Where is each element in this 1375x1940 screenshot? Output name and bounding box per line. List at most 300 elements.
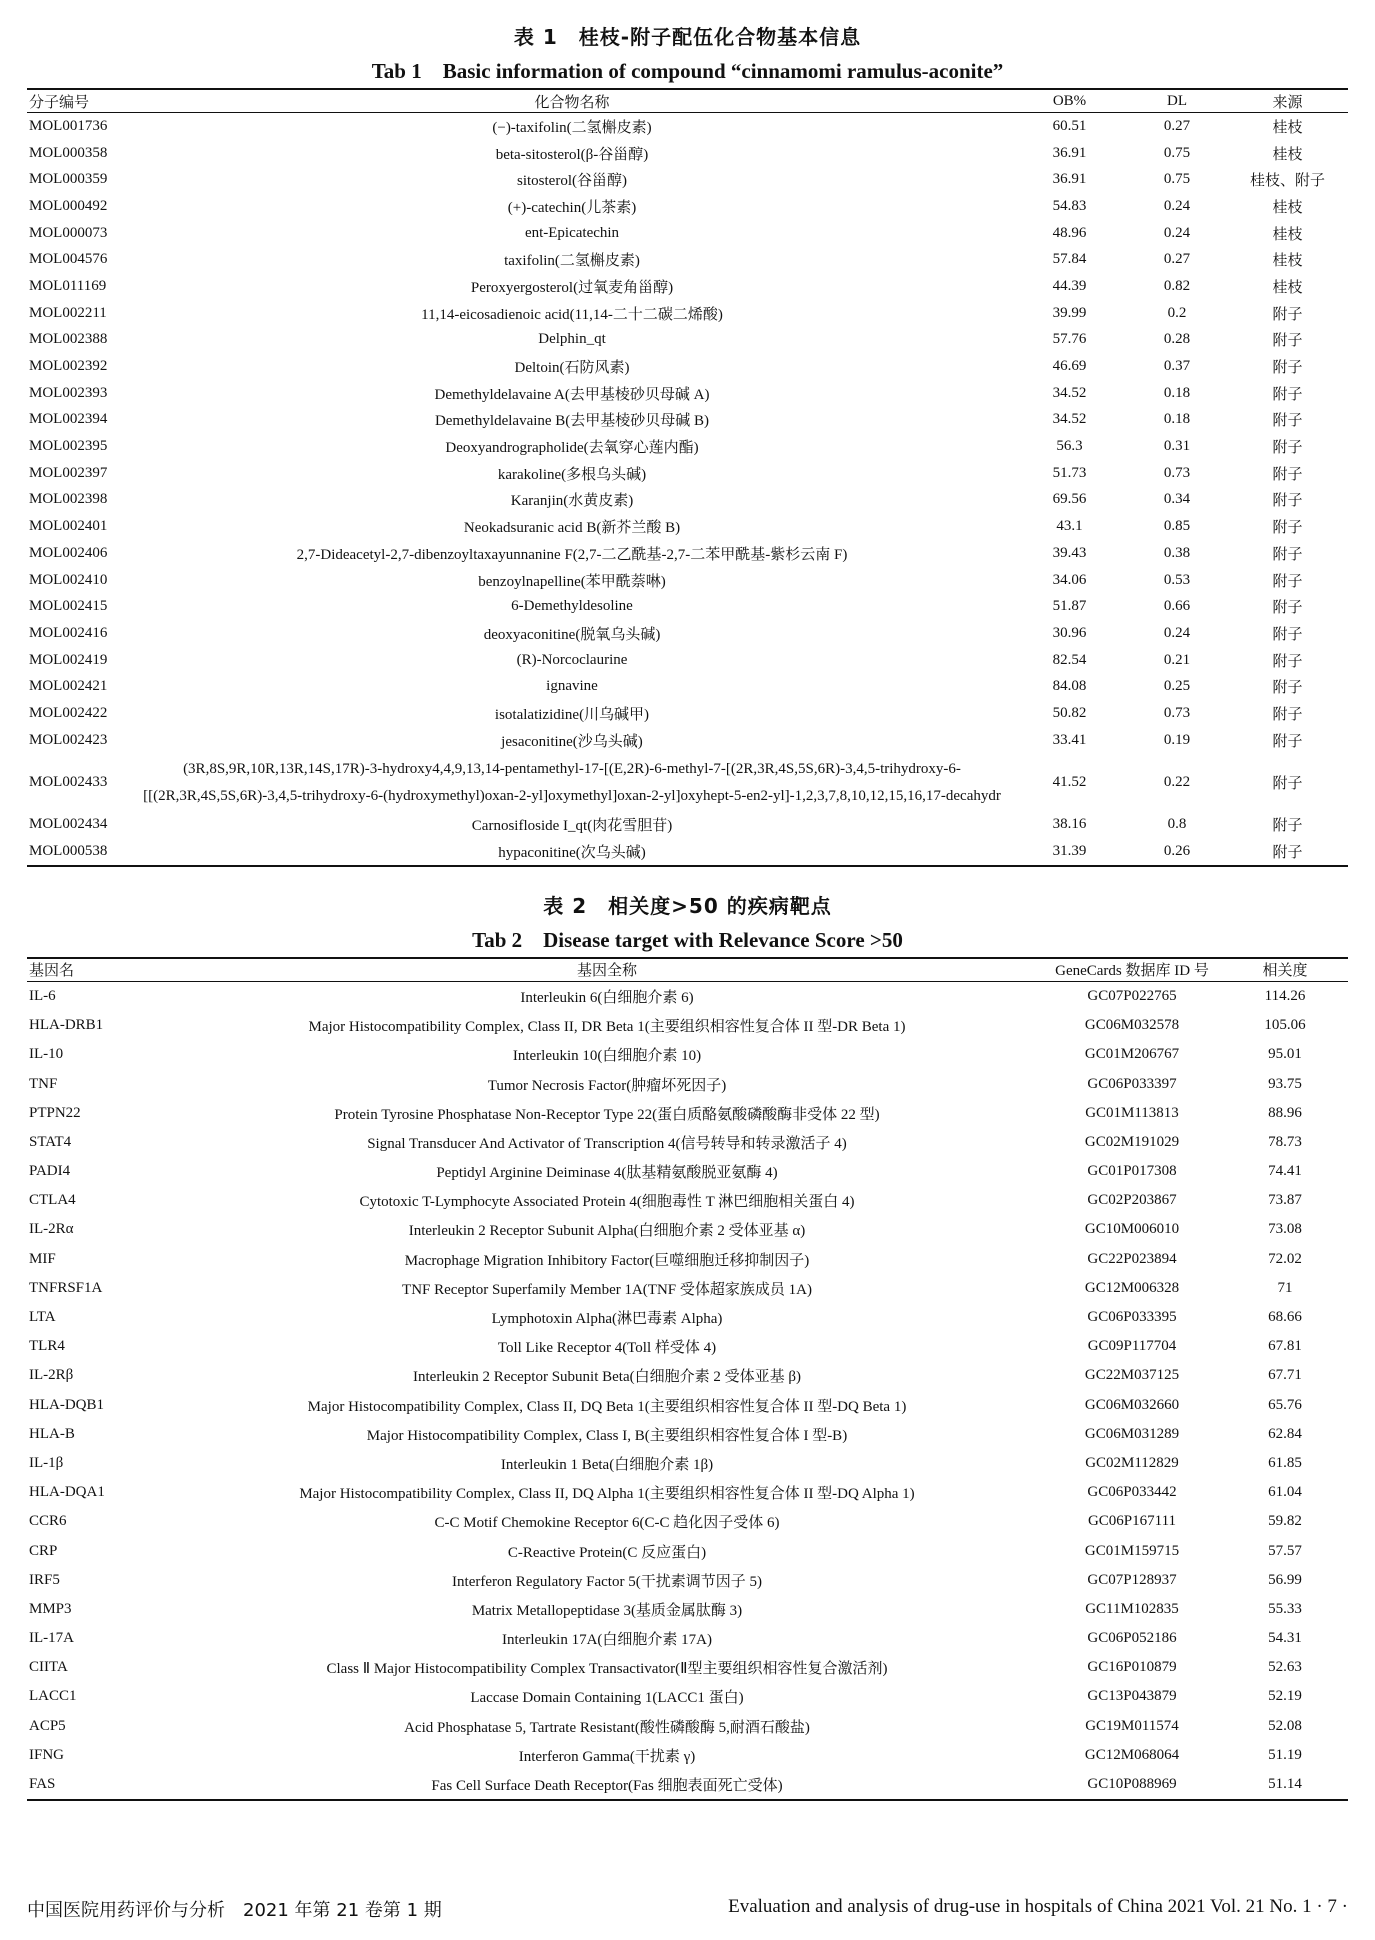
genecards-id-cell: GC22M037125 [1084, 1367, 1180, 1384]
gene-fullname-cell: Tumor Necrosis Factor(肿瘤坏死因子) [487, 1077, 727, 1094]
ob-cell: 36.91 [1052, 144, 1087, 161]
genecards-id-cell: GC01M159715 [1084, 1542, 1180, 1559]
gene-name-cell: IL-17A [29, 1630, 74, 1647]
source-cell: 附子 [1272, 386, 1303, 403]
compound-name-cell: 2,7-Dideacetyl-2,7-dibenzoyltaxayunnanine F(2,7-二乙酰基-2,7-二苯甲酰基-紫杉云南 F) [296, 546, 848, 563]
compound-name-cell: Carnosifloside I_qt(肉花雪胆苷) [471, 818, 673, 835]
table-row [27, 1274, 1348, 1303]
gene-name-cell: HLA-B [29, 1425, 75, 1442]
gene-fullname-cell: Major Histocompatibility Complex, Class II, DQ Alpha 1(主要组织相容性复合体 II 型-DQ Alpha 1) [299, 1486, 915, 1503]
molecule-id-cell: MOL000359 [29, 171, 108, 188]
table-row [27, 327, 1348, 354]
table-row [27, 1507, 1348, 1536]
table-row [27, 1157, 1348, 1186]
table-row [27, 1099, 1348, 1128]
target-table [27, 957, 1348, 1801]
ob-cell: 60.51 [1052, 117, 1087, 134]
molecule-id-cell: MOL002392 [29, 358, 108, 375]
table-header-row [27, 958, 1348, 982]
molecule-id-cell: MOL002397 [29, 464, 108, 481]
column-header: OB% [1012, 89, 1127, 113]
gene-fullname-cell: Interleukin 6(白细胞介素 6) [520, 989, 694, 1006]
dl-cell: 0.22 [1163, 774, 1191, 790]
dl-cell: 0.85 [1163, 518, 1191, 535]
molecule-id-cell: MOL000538 [29, 843, 108, 860]
genecards-id-cell: GC09P117704 [1087, 1338, 1177, 1355]
compound-name-cell: taxifolin(二氢槲皮素) [504, 253, 640, 270]
genecards-id-cell: GC07P022765 [1087, 987, 1177, 1004]
ob-cell: 38.16 [1052, 816, 1087, 833]
gene-name-cell: IL-2Rα [29, 1221, 74, 1238]
molecule-id-cell: MOL002406 [29, 544, 108, 561]
genecards-id-cell: GC02P203867 [1087, 1192, 1177, 1209]
table-row [27, 1566, 1348, 1595]
gene-fullname-cell: Class Ⅱ Major Histocompatibility Complex Transactivator(Ⅱ型主要组织相容性复合激活剂) [326, 1661, 888, 1678]
ob-cell: 57.84 [1052, 251, 1087, 268]
ob-cell: 36.91 [1052, 171, 1087, 188]
molecule-id-cell: MOL002419 [29, 651, 108, 668]
compound-name-cell: (3R,8S,9R,10R,13R,14S,17R)-3-hydroxy4,4,9,13,14-pentamethyl-17-[(E,2R)-6-methyl-7-[(2R,3R,4S,5S,6R)-3,4,5-trihydroxy-6-[[(2R,3R,4S,5S,6R)-3,4,5-trihydroxy-6-(hydroxymethyl)oxan-2-yl]oxymethyl]oxan-2-yl]oxyhept-5-en2-yl]-1,2,3,7,8,10,12,15,16,17-decahydr [143, 760, 1001, 804]
table-row [27, 300, 1348, 327]
compound-name-cell: hypaconitine(次乌头碱) [498, 845, 646, 862]
molecule-id-cell: MOL011169 [29, 277, 107, 294]
gene-name-cell: IL-10 [29, 1046, 64, 1063]
table-row [27, 1011, 1348, 1040]
ob-cell: 51.73 [1052, 464, 1087, 481]
page-content [27, 20, 1348, 1801]
gene-fullname-cell: Interleukin 17A(白细胞介素 17A) [502, 1632, 712, 1649]
column-header: 基因名 [27, 958, 172, 982]
genecards-id-cell: GC06P167111 [1087, 1513, 1177, 1530]
dl-cell: 0.75 [1163, 144, 1191, 161]
molecule-id-cell: MOL002398 [29, 491, 108, 508]
ob-cell: 50.82 [1052, 704, 1087, 721]
gene-name-cell: PADI4 [29, 1163, 71, 1180]
table-row [27, 113, 1348, 140]
compound-name-cell: Demethyldelavaine A(去甲基棱砂贝母碱 A) [434, 386, 710, 403]
table-row [27, 140, 1348, 167]
gene-fullname-cell: Laccase Domain Containing 1(LACC1 蛋白) [470, 1690, 744, 1707]
dl-cell: 0.34 [1163, 491, 1191, 508]
genecards-id-cell: GC16P010879 [1087, 1659, 1177, 1676]
table1-caption-en: Tab 1 Basic information of compound “cinnamomi ramulus-aconite” [371, 59, 1004, 83]
molecule-id-cell: MOL002395 [29, 438, 108, 455]
table-row [27, 1332, 1348, 1361]
gene-fullname-cell: Lymphotoxin Alpha(淋巴毒素 Alpha) [491, 1311, 723, 1328]
gene-fullname-cell: Toll Like Receptor 4(Toll 样受体 4) [497, 1340, 717, 1357]
dl-cell: 0.53 [1163, 571, 1191, 588]
genecards-id-cell: GC06P033442 [1087, 1484, 1177, 1501]
ob-cell: 54.83 [1052, 197, 1087, 214]
molecule-id-cell: MOL002433 [29, 774, 108, 790]
compound-name-cell: 11,14-eicosadienoic acid(11,14-二十二碳二烯酸) [421, 306, 723, 323]
table-row [27, 567, 1348, 594]
molecule-id-cell: MOL002434 [29, 816, 108, 833]
relevance-cell: 67.81 [1268, 1338, 1302, 1355]
dl-cell: 0.27 [1163, 251, 1191, 268]
relevance-cell: 52.63 [1268, 1659, 1302, 1676]
ob-cell: 33.41 [1052, 731, 1087, 748]
relevance-cell: 51.19 [1268, 1746, 1302, 1763]
compound-name-cell: (−)-taxifolin(二氢槲皮素) [492, 119, 652, 136]
table-row [27, 220, 1348, 247]
dl-cell: 0.21 [1163, 651, 1191, 668]
ob-cell: 39.43 [1052, 544, 1087, 561]
table-row [27, 593, 1348, 620]
column-header: 分子编号 [27, 89, 132, 113]
molecule-id-cell: MOL002393 [29, 384, 108, 401]
table-row [27, 1420, 1348, 1449]
table-row [27, 1624, 1348, 1653]
table-row [27, 1682, 1348, 1711]
relevance-cell: 73.87 [1268, 1192, 1302, 1209]
table-row [27, 1712, 1348, 1741]
source-cell: 附子 [1272, 546, 1303, 563]
table-row [27, 1653, 1348, 1682]
gene-name-cell: CRP [29, 1542, 58, 1559]
source-cell: 附子 [1272, 626, 1303, 643]
relevance-cell: 55.33 [1268, 1600, 1302, 1617]
relevance-cell: 61.04 [1268, 1484, 1302, 1501]
relevance-cell: 51.14 [1268, 1776, 1302, 1793]
gene-fullname-cell: Major Histocompatibility Complex, Class II, DR Beta 1(主要组织相容性复合体 II 型-DR Beta 1) [308, 1019, 906, 1036]
ob-cell: 34.06 [1052, 571, 1087, 588]
relevance-cell: 52.19 [1268, 1688, 1302, 1705]
gene-name-cell: TNFRSF1A [29, 1279, 103, 1296]
source-cell: 附子 [1272, 413, 1303, 430]
gene-fullname-cell: Interleukin 10(白细胞介素 10) [512, 1048, 702, 1065]
molecule-id-cell: MOL002421 [29, 678, 108, 695]
table-row [27, 1391, 1348, 1420]
compound-name-cell: ignavine [546, 678, 598, 695]
gene-fullname-cell: TNF Receptor Superfamily Member 1A(TNF 受体超家族成员 1A) [402, 1281, 812, 1298]
gene-name-cell: LTA [29, 1309, 56, 1326]
molecule-id-cell: MOL002401 [29, 518, 108, 535]
ob-cell: 56.3 [1056, 438, 1083, 455]
table-row [27, 166, 1348, 193]
genecards-id-cell: GC10P088969 [1087, 1776, 1177, 1793]
compound-name-cell: Delphin_qt [538, 331, 606, 348]
gene-fullname-cell: Interleukin 2 Receptor Subunit Beta(白细胞介素 2 受体亚基 β) [413, 1369, 801, 1386]
source-cell: 附子 [1272, 600, 1303, 617]
dl-cell: 0.31 [1163, 438, 1191, 455]
dl-cell: 0.18 [1163, 411, 1191, 428]
ob-cell: 39.99 [1052, 304, 1087, 321]
table2-caption-zh: 表 2 相关度>50 的疾病靶点 [543, 893, 832, 918]
compound-name-cell: Deoxyandrographolide(去氧穿心莲内酯) [445, 440, 699, 457]
table-row [27, 1128, 1348, 1157]
gene-name-cell: STAT4 [29, 1133, 72, 1150]
column-header: DL [1127, 89, 1227, 113]
table-row [27, 1245, 1348, 1274]
source-cell: 附子 [1272, 706, 1303, 723]
molecule-id-cell: MOL002416 [29, 624, 108, 641]
ob-cell: 34.52 [1052, 411, 1087, 428]
dl-cell: 0.27 [1163, 117, 1191, 134]
molecule-id-cell: MOL002394 [29, 411, 108, 428]
table-row [27, 1478, 1348, 1507]
source-cell: 附子 [1272, 733, 1303, 750]
footer-journal-zh: 中国医院用药评价与分析 2021 年第 21 卷第 1 期 [27, 1900, 442, 1921]
source-cell: 附子 [1272, 520, 1303, 537]
gene-name-cell: HLA-DRB1 [29, 1017, 104, 1034]
table-row [27, 727, 1348, 754]
source-cell: 附子 [1272, 573, 1303, 590]
table-row [27, 487, 1348, 514]
gene-fullname-cell: Fas Cell Surface Death Receptor(Fas 细胞表面死亡受体) [431, 1778, 783, 1795]
dl-cell: 0.75 [1163, 171, 1191, 188]
gene-fullname-cell: Acid Phosphatase 5, Tartrate Resistant(酸性磷酸酶 5,耐酒石酸盐) [404, 1719, 810, 1736]
relevance-cell: 105.06 [1264, 1017, 1306, 1034]
gene-fullname-cell: Protein Tyrosine Phosphatase Non-Receptor Type 22(蛋白质酪氨酸磷酸酶非受体 22 型) [334, 1106, 880, 1123]
gene-name-cell: CCR6 [29, 1513, 67, 1530]
source-cell: 附子 [1272, 845, 1303, 862]
genecards-id-cell: GC22P023894 [1087, 1250, 1177, 1267]
compound-name-cell: Karanjin(水黄皮素) [510, 493, 634, 510]
table-row [27, 433, 1348, 460]
relevance-cell: 95.01 [1268, 1046, 1302, 1063]
relevance-cell: 88.96 [1268, 1104, 1302, 1121]
gene-fullname-cell: C-C Motif Chemokine Receptor 6(C-C 趋化因子受体 6) [434, 1515, 780, 1532]
dl-cell: 0.38 [1163, 544, 1191, 561]
gene-name-cell: LACC1 [29, 1688, 77, 1705]
relevance-cell: 73.08 [1268, 1221, 1302, 1238]
dl-cell: 0.24 [1163, 624, 1191, 641]
source-cell: 附子 [1272, 680, 1303, 697]
ob-cell: 46.69 [1052, 358, 1087, 375]
source-cell: 桂枝 [1272, 146, 1303, 163]
compound-table-body [27, 113, 1348, 866]
gene-fullname-cell: Cytotoxic T-Lymphocyte Associated Protein 4(细胞毒性 T 淋巴细胞相关蛋白 4) [359, 1194, 855, 1211]
column-header: 化合物名称 [132, 89, 1012, 113]
molecule-id-cell: MOL000358 [29, 144, 108, 161]
column-header: 来源 [1227, 89, 1348, 113]
molecule-id-cell: MOL001736 [29, 117, 108, 134]
molecule-id-cell: MOL002415 [29, 598, 108, 615]
relevance-cell: 54.31 [1268, 1630, 1302, 1647]
gene-fullname-cell: Signal Transducer And Activator of Transcription 4(信号转导和转录激活子 4) [367, 1135, 847, 1152]
genecards-id-cell: GC06P033395 [1087, 1309, 1177, 1326]
source-cell: 附子 [1272, 306, 1303, 323]
table-row [27, 1361, 1348, 1390]
relevance-cell: 57.57 [1268, 1542, 1302, 1559]
gene-name-cell: TLR4 [29, 1338, 65, 1355]
dl-cell: 0.24 [1163, 197, 1191, 214]
ob-cell: 31.39 [1052, 843, 1087, 860]
gene-fullname-cell: Interferon Regulatory Factor 5(干扰素调节因子 5) [452, 1573, 762, 1590]
table-row [27, 620, 1348, 647]
ob-cell: 34.52 [1052, 384, 1087, 401]
table-row [27, 460, 1348, 487]
table-row [27, 246, 1348, 273]
table-row [27, 1186, 1348, 1215]
relevance-cell: 72.02 [1268, 1250, 1302, 1267]
genecards-id-cell: GC02M112829 [1085, 1454, 1179, 1471]
genecards-id-cell: GC06P052186 [1087, 1630, 1177, 1647]
table-row [27, 1770, 1348, 1800]
source-cell: 附子 [1272, 493, 1303, 510]
table-header-row [27, 89, 1348, 113]
genecards-id-cell: GC10M006010 [1084, 1221, 1180, 1238]
compound-name-cell: (+)-catechin(儿茶素) [507, 199, 637, 216]
ob-cell: 69.56 [1052, 491, 1087, 508]
genecards-id-cell: GC06M032660 [1084, 1396, 1180, 1413]
molecule-id-cell: MOL002211 [29, 304, 107, 321]
dl-cell: 0.2 [1167, 304, 1187, 321]
gene-name-cell: PTPN22 [29, 1104, 81, 1121]
relevance-cell: 65.76 [1268, 1396, 1302, 1413]
gene-name-cell: CTLA4 [29, 1192, 76, 1209]
compound-name-cell: beta-sitosterol(β-谷甾醇) [495, 146, 649, 163]
gene-name-cell: TNF [29, 1075, 58, 1092]
dl-cell: 0.8 [1167, 816, 1187, 833]
relevance-cell: 114.26 [1264, 987, 1306, 1004]
gene-name-cell: IL-2Rβ [29, 1367, 74, 1384]
table-row [27, 513, 1348, 540]
dl-cell: 0.26 [1163, 843, 1191, 860]
table-row [27, 1741, 1348, 1770]
gene-name-cell: HLA-DQB1 [29, 1396, 104, 1413]
gene-fullname-cell: C-Reactive Protein(C 反应蛋白) [507, 1544, 707, 1561]
genecards-id-cell: GC11M102835 [1085, 1600, 1179, 1617]
compound-name-cell: jesaconitine(沙乌头碱) [501, 733, 643, 750]
genecards-id-cell: GC13P043879 [1087, 1688, 1177, 1705]
compound-name-cell: isotalatizidine(川乌碱甲) [494, 706, 650, 723]
dl-cell: 0.73 [1163, 704, 1191, 721]
molecule-id-cell: MOL000492 [29, 197, 108, 214]
gene-name-cell: IL-6 [29, 987, 56, 1004]
gene-fullname-cell: Macrophage Migration Inhibitory Factor(巨噬细胞迁移抑制因子) [404, 1252, 810, 1269]
source-cell: 桂枝 [1272, 226, 1303, 243]
ob-cell: 51.87 [1052, 598, 1087, 615]
gene-fullname-cell: Peptidyl Arginine Deiminase 4(肽基精氨酸脱亚氨酶 4) [436, 1165, 778, 1182]
source-cell: 附子 [1272, 776, 1303, 792]
relevance-cell: 67.71 [1268, 1367, 1302, 1384]
source-cell: 附子 [1272, 818, 1303, 835]
compound-name-cell: deoxyaconitine(脱氧乌头碱) [483, 626, 661, 643]
table-row [27, 838, 1348, 866]
genecards-id-cell: GC06M031289 [1084, 1425, 1180, 1442]
gene-name-cell: CIITA [29, 1659, 68, 1676]
compound-name-cell: 6-Demethyldesoline [511, 598, 633, 615]
relevance-cell: 93.75 [1268, 1075, 1302, 1092]
source-cell: 桂枝、附子 [1249, 173, 1325, 190]
table-row [27, 540, 1348, 567]
relevance-cell: 62.84 [1268, 1425, 1302, 1442]
source-cell: 附子 [1272, 360, 1303, 377]
ob-cell: 84.08 [1052, 678, 1087, 695]
relevance-cell: 78.73 [1268, 1133, 1302, 1150]
relevance-cell: 52.08 [1268, 1717, 1302, 1734]
genecards-id-cell: GC12M006328 [1084, 1279, 1180, 1296]
compound-name-cell: (R)-Norcoclaurine [516, 651, 628, 668]
gene-fullname-cell: Interferon Gamma(干扰素 γ) [518, 1748, 696, 1765]
relevance-cell: 71 [1277, 1279, 1293, 1296]
table-row [27, 407, 1348, 434]
gene-name-cell: FAS [29, 1776, 56, 1793]
source-cell: 桂枝 [1272, 199, 1303, 216]
genecards-id-cell: GC07P128937 [1087, 1571, 1177, 1588]
table-row [27, 1215, 1348, 1244]
table-row [27, 193, 1348, 220]
dl-cell: 0.24 [1163, 224, 1191, 241]
dl-cell: 0.66 [1163, 598, 1191, 615]
table-row [27, 353, 1348, 380]
table-row [27, 273, 1348, 300]
gene-fullname-cell: Matrix Metallopeptidase 3(基质金属肽酶 3) [471, 1602, 743, 1619]
dl-cell: 0.37 [1163, 358, 1191, 375]
compound-name-cell: Demethyldelavaine B(去甲基棱砂贝母碱 B) [434, 413, 710, 430]
relevance-cell: 56.99 [1268, 1571, 1302, 1588]
source-cell: 附子 [1272, 466, 1303, 483]
compound-name-cell: ent-Epicatechin [524, 224, 620, 241]
source-cell: 附子 [1272, 333, 1303, 350]
gene-fullname-cell: Major Histocompatibility Complex, Class II, DQ Beta 1(主要组织相容性复合体 II 型-DQ Beta 1) [307, 1398, 907, 1415]
gene-name-cell: IFNG [29, 1746, 65, 1763]
source-cell: 桂枝 [1272, 119, 1303, 136]
source-cell: 桂枝 [1272, 279, 1303, 296]
table1-caption-zh: 表 1 桂枝-附子配伍化合物基本信息 [513, 25, 862, 49]
genecards-id-cell: GC06M032578 [1084, 1017, 1180, 1034]
gene-name-cell: IL-1β [29, 1454, 64, 1471]
dl-cell: 0.73 [1163, 464, 1191, 481]
table-row [27, 981, 1348, 1011]
gene-name-cell: HLA-DQA1 [29, 1484, 105, 1501]
gene-name-cell: MMP3 [29, 1600, 72, 1617]
molecule-id-cell: MOL002422 [29, 704, 108, 721]
relevance-cell: 74.41 [1268, 1163, 1302, 1180]
genecards-id-cell: GC01M206767 [1084, 1046, 1180, 1063]
ob-cell: 57.76 [1052, 331, 1087, 348]
ob-cell: 41.52 [1052, 774, 1087, 790]
gene-name-cell: IRF5 [29, 1571, 60, 1588]
dl-cell: 0.25 [1163, 678, 1191, 695]
compound-name-cell: Peroxyergosterol(过氧麦角甾醇) [470, 279, 674, 296]
genecards-id-cell: GC12M068064 [1084, 1746, 1180, 1763]
relevance-cell: 59.82 [1268, 1513, 1302, 1530]
table-row [27, 754, 1348, 812]
compound-name-cell: Neokadsuranic acid B(新芥兰酸 B) [463, 520, 681, 537]
molecule-id-cell: MOL002410 [29, 571, 108, 588]
compound-name-cell: sitosterol(谷甾醇) [517, 173, 627, 190]
table-row [27, 812, 1348, 839]
table-row [27, 1536, 1348, 1565]
genecards-id-cell: GC02M191029 [1084, 1133, 1180, 1150]
column-header: GeneCards 数据库 ID 号 [1042, 958, 1222, 982]
column-header: 相关度 [1222, 958, 1348, 982]
table-row [27, 1595, 1348, 1624]
target-table-body [27, 981, 1348, 1800]
table-row [27, 647, 1348, 674]
source-cell: 附子 [1272, 653, 1303, 670]
compound-table [27, 88, 1348, 867]
dl-cell: 0.18 [1163, 384, 1191, 401]
compound-name-cell: benzoylnapelline(苯甲酰萘啉) [478, 573, 666, 590]
table-row [27, 1449, 1348, 1478]
table-row [27, 1069, 1348, 1098]
ob-cell: 43.1 [1056, 518, 1083, 535]
table-row [27, 1303, 1348, 1332]
gene-fullname-cell: Interleukin 1 Beta(白细胞介素 1β) [500, 1456, 714, 1473]
table-row [27, 1040, 1348, 1069]
genecards-id-cell: GC06P033397 [1087, 1075, 1177, 1092]
ob-cell: 48.96 [1052, 224, 1087, 241]
dl-cell: 0.28 [1163, 331, 1191, 348]
ob-cell: 82.54 [1052, 651, 1087, 668]
dl-cell: 0.82 [1163, 277, 1191, 294]
compound-name-cell: karakoline(多根乌头碱) [497, 466, 647, 483]
source-cell: 桂枝 [1272, 253, 1303, 270]
